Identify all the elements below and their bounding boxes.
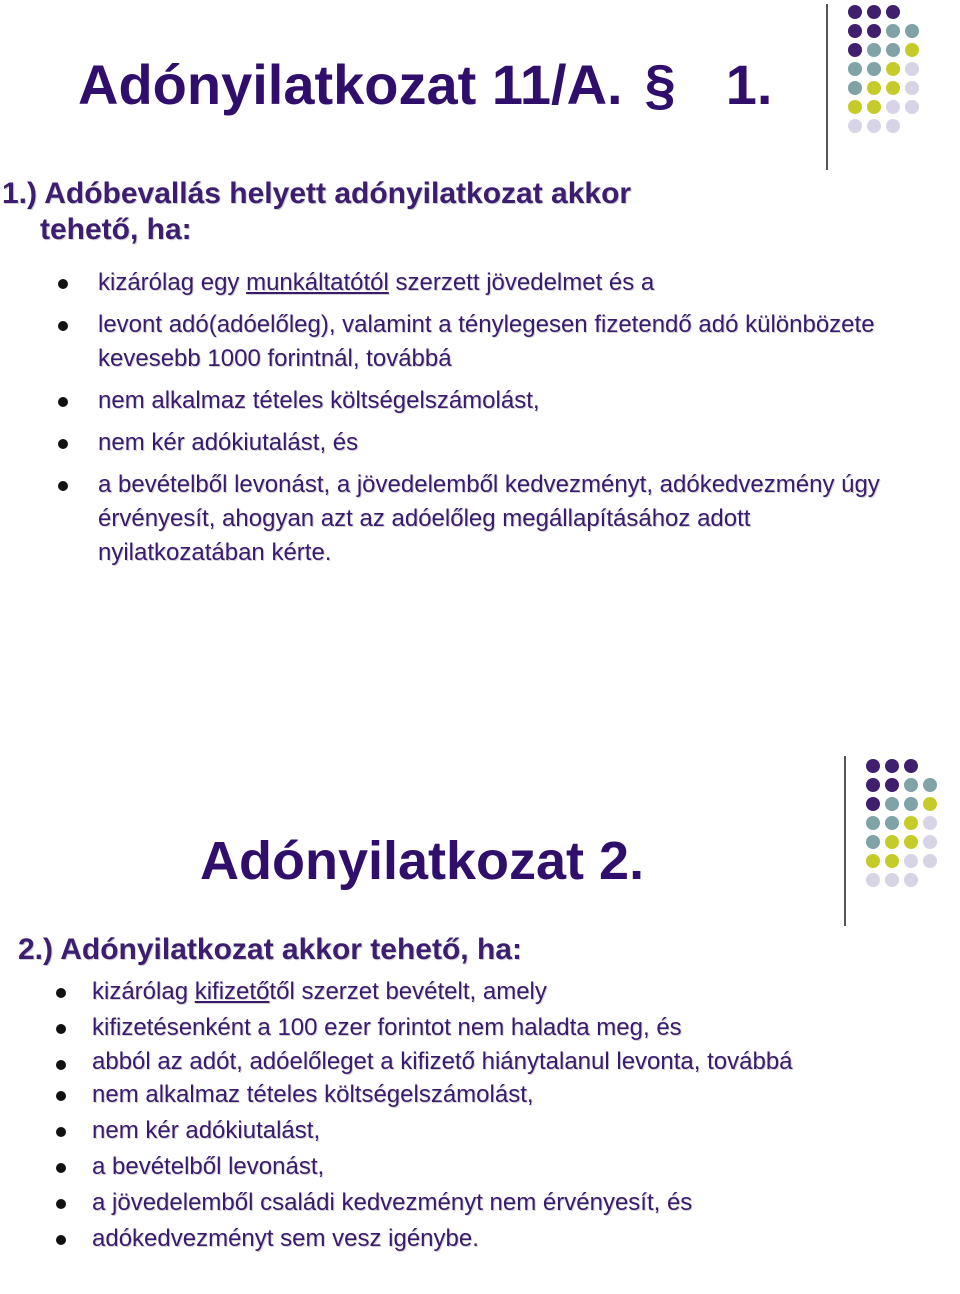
decorative-dot xyxy=(885,854,899,868)
list-item: levont adó(adóelőleg), valamint a ténylegesen fizetendő adó különbözete kevesebb 1000 forintnál, továbbá xyxy=(98,308,888,376)
decorative-dot xyxy=(848,24,862,38)
title-main: Adónyilatkozat 11/A. xyxy=(78,53,623,116)
slide-title: Adónyilatkozat 2. xyxy=(200,831,645,891)
intro-heading xyxy=(2,176,822,248)
decorative-dot xyxy=(904,816,918,830)
decorative-dot xyxy=(886,119,900,133)
list-item: a bevételből levonást, xyxy=(92,1151,882,1183)
slide-adonyilatkozat-11a xyxy=(0,0,960,640)
decorative-dot-grid xyxy=(840,0,950,140)
decorative-dot xyxy=(904,835,918,849)
decorative-dot xyxy=(848,100,862,114)
title-number: 1. xyxy=(725,53,773,116)
kifizeto-link[interactable]: kifizető xyxy=(194,978,270,1005)
decorative-dot xyxy=(867,24,881,38)
list-item-text: től szerzet bevételt, amely xyxy=(269,978,547,1005)
decorative-dot xyxy=(905,100,919,114)
vertical-divider xyxy=(844,756,846,926)
decorative-dot xyxy=(866,816,880,830)
list-item xyxy=(92,976,882,1008)
condition-list xyxy=(98,266,888,578)
list-item: nem alkalmaz tételes költségelszámolást, xyxy=(98,384,888,418)
decorative-dot xyxy=(923,835,937,849)
decorative-dot xyxy=(905,43,919,57)
decorative-dot xyxy=(886,62,900,76)
decorative-dot xyxy=(866,778,880,792)
decorative-dot xyxy=(866,873,880,887)
list-item: abból az adót, adóelőleget a kifizető hiánytalanul levonta, továbbá xyxy=(92,1048,882,1075)
list-item xyxy=(98,266,888,300)
decorative-dot xyxy=(848,43,862,57)
decorative-dot xyxy=(885,797,899,811)
section-sign: § xyxy=(644,53,676,116)
decorative-dot xyxy=(866,759,880,773)
decorative-dot xyxy=(904,778,918,792)
munkaltato-link[interactable]: munkáltatótól xyxy=(246,269,389,296)
list-item: a jövedelemből családi kedvezményt nem érvényesít, és xyxy=(92,1187,882,1219)
decorative-dot xyxy=(904,797,918,811)
decorative-dot xyxy=(886,81,900,95)
list-item: kifizetésenként a 100 ezer forintot nem haladta meg, és xyxy=(92,1012,882,1044)
decorative-dot xyxy=(885,873,899,887)
decorative-dot xyxy=(867,62,881,76)
list-item: nem alkalmaz tételes költségelszámolást, xyxy=(92,1079,882,1111)
decorative-dot xyxy=(905,81,919,95)
vertical-divider xyxy=(826,4,828,170)
decorative-dot xyxy=(867,5,881,19)
slide-title xyxy=(78,52,772,117)
list-item-text: szerzett jövedelmet és a xyxy=(388,269,655,296)
decorative-dot xyxy=(867,81,881,95)
decorative-dot xyxy=(885,835,899,849)
decorative-dot xyxy=(848,119,862,133)
condition-list xyxy=(92,976,882,1259)
decorative-dot xyxy=(886,5,900,19)
decorative-dot xyxy=(866,854,880,868)
decorative-dot xyxy=(866,835,880,849)
decorative-dot xyxy=(923,816,937,830)
decorative-dot xyxy=(885,816,899,830)
decorative-dot xyxy=(866,797,880,811)
decorative-dot xyxy=(904,854,918,868)
list-item: nem kér adókiutalást, xyxy=(92,1115,882,1147)
list-item: adókedvezményt sem vesz igénybe. xyxy=(92,1223,882,1255)
intro-line-2: tehető, ha: xyxy=(40,213,192,246)
slide-adonyilatkozat-2 xyxy=(0,750,960,1294)
decorative-dot xyxy=(904,873,918,887)
decorative-dot xyxy=(905,24,919,38)
decorative-dot xyxy=(848,62,862,76)
decorative-dot xyxy=(886,24,900,38)
intro-heading: 2.) Adónyilatkozat akkor tehető, ha: xyxy=(18,933,522,966)
decorative-dot xyxy=(885,778,899,792)
decorative-dot xyxy=(848,81,862,95)
decorative-dot xyxy=(867,100,881,114)
list-item-text: kizárólag egy xyxy=(98,269,247,296)
decorative-dot xyxy=(867,119,881,133)
list-item-text: kizárólag xyxy=(92,978,195,1005)
intro-line-1: 1.) Adóbevallás helyett adónyilatkozat akkor xyxy=(2,177,632,210)
decorative-dot xyxy=(905,62,919,76)
decorative-dot xyxy=(886,43,900,57)
decorative-dot xyxy=(886,100,900,114)
decorative-dot xyxy=(904,759,918,773)
decorative-dot xyxy=(848,5,862,19)
decorative-dot xyxy=(867,43,881,57)
decorative-dot xyxy=(885,759,899,773)
decorative-dot xyxy=(923,854,937,868)
list-item: nem kér adókiutalást, és xyxy=(98,426,888,460)
decorative-dot-grid xyxy=(858,754,960,894)
list-item: a bevételből levonást, a jövedelemből kedvezményt, adókedvezmény úgy érvényesít, ahogyan azt az adóelőleg megállapításához adott nyilatkozatában kérte. xyxy=(98,468,888,570)
decorative-dot xyxy=(923,778,937,792)
decorative-dot xyxy=(923,797,937,811)
